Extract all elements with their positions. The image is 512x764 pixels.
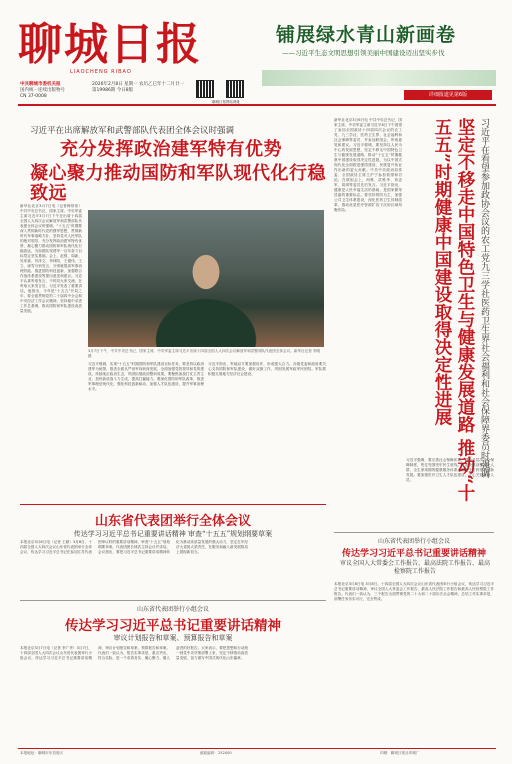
lead-headline-2[interactable]: 凝心聚力推动国防和军队现代化行稳致远 [30, 163, 326, 204]
qr-code-icon[interactable] [226, 80, 244, 98]
section-2-body: 本报北京3月8日电（记者 王颖）3月8日，十四届全国人大四次会议山东省代表团举行全体会议，传达学习习近平总书记在参加江苏代表团审议时的重要讲话精神，审查“十五五”规划纲要草案。代表团团长林武主持会议并讲话。会议指出，要把习近平总书记重要讲话精神转化为推动高质量发展的强大动力，坚定扛牢经济大省挑大梁责任，在服务和融入新发展格局上展现新担当。 [20, 540, 248, 554]
lead-headline-1[interactable]: 充分发挥政治建军特有优势 [60, 139, 282, 160]
cn-code: CN 37-0008 [20, 94, 47, 99]
lead-body: 新华社北京3月7日电（记者梅常伟）中共中央总书记、国家主席、中央军委主席习近平3月7日下午在出席十四届全国人大四次会议解放军和武警部队代表团全体会议时强调，“十五五”时期要深入贯彻新时代党的强军思想，贯彻新时代军事战略方针，坚持党对人民军队的绝对领导，充分发挥政治建军特有优势，凝心聚力推动国防和军队现代化行稳致远，为如期实现建军一百年奋斗目标奠定坚实基础。会上，赵强、周新、吴家斌、肖泽文、李林阳、王德伟、王立、唐雪分别发言，分别就提高军事治理效能、推进国防科技创新、加强联合作战体系建设等提出意见和建议。习近平认真听取发言，不时同大家交流。在听取大家发言后，习近平发表了重要讲话。他指出，今年是“十五五”开局之年，要全面贯彻党的二十届四中全会和中央经济工作会议精神，坚持稳中求进工作总基调，推动国防和军队建设高质量发展。 [20, 204, 82, 313]
section-2-title[interactable]: 山东省代表团举行全体会议 [94, 514, 251, 529]
masthead-divider [18, 104, 496, 106]
serial-code-label: 国内统一连续出版物号 [20, 88, 65, 93]
lead-photo[interactable] [88, 210, 324, 347]
section-divider [334, 532, 494, 533]
section-4-subtitle: 审议全国人大常委会工作报告、最高法院工作报告、最高检察院工作报告 [340, 560, 491, 575]
section-divider [20, 600, 326, 601]
masthead-pinyin: LIAOCHENG RIBAO [70, 69, 132, 75]
side-intro: 习近平在看望参加政协会议的农工党九三学社医药卫生界社会福利和社会保障界委员时强调 [479, 118, 489, 478]
lead-intro: 习近平在出席解放军和武警部队代表团全体会议时强调 [30, 126, 235, 136]
section-4-title[interactable]: 传达学习习近平总书记重要讲话精神 [341, 549, 486, 559]
side-body-2: 习近平强调，要完善社会保障体系，健全多层次社会保障制度，兜住兜准兜牢民生底线。要加快建设覆盖全人群、全生命周期的健康服务体系，推进中医药传承创新发展。要加强医疗卫生人才队伍建设，关心关爱医务人员。 [406, 458, 494, 482]
footer-postcode: 邮政编码：252000 [200, 751, 232, 755]
top-ad-subtitle: ——习近平生态文明思想引领美丽中国建设迈出坚实步伐 [282, 49, 445, 57]
publisher: 中共聊城市委机关报 [20, 82, 61, 87]
issue-date: 2026年2月8日 星期一 农历乙巳年十二月廿一 [92, 82, 185, 87]
section-4-body: 本报北京3月8日电 3月8日，十四届全国人大四次会议山东省代表团举行小组会议，传达学习习近平总书记重要讲话精神，审议全国人大常委会工作报告、最高人民法院工作报告和最高人民检察院工作报告。代表们一致认为，三个报告全面贯彻党的二十大和二十届历次全会精神，总结工作实事求是，部署任务务实可行，完全赞成。 [334, 582, 494, 601]
section-3-kicker: 山东省代表团举行小组会议 [136, 606, 209, 613]
lead-body-3: 习近平指出，军地双方要加强协作，形成强大合力。各级党委和政府要关心支持国防和军队建设，做好双拥工作，巩固发展军政军民团结。军队要积极支援地方经济社会建设。 [208, 362, 326, 376]
photo-caption: 3月7日下午，中共中央总书记、国家主席、中央军委主席习近平出席十四届全国人大四次会议解放军和武警部队代表团全体会议。新华社记者 李刚 摄 [88, 349, 321, 358]
footer-address: 本报地址：聊城市东昌府区 [20, 751, 64, 755]
lead-body-2: 习近平强调，实现“十五五”时期国防和军队建设目标任务，要坚持以政治建军为统领，推进全面从严治军向纵深发展，全面加强党的领导和党的建设，持续纯正政治生态，巩固拓展政治整训成果。要聚焦备战打仗主责主业，加快新质战斗力生成，提高打赢能力。要深化国防和军队改革，推进军事理论现代化，强化科技创新驱动，加强人才队伍建设，提升军事治理水平。 [88, 362, 204, 391]
website-label: 聊城日报网站网址 [212, 100, 240, 104]
footer-divider [18, 748, 496, 749]
footer-printer: 印刷：聊城日报社印刷厂 [380, 751, 420, 755]
top-ad-tag[interactable]: 详细报道见第6版 [404, 90, 492, 100]
section-2-subtitle: 传达学习习近平总书记重要讲话精神 审查“十五五”规划纲要草案 [73, 530, 273, 538]
side-body: 新华社北京3月6日电 中共中央总书记、国家主席、中央军委主席习近平6日下午看望了参加全国政协十四届四次会议的农工党、九三学社、医药卫生界、社会福利和社会保障界委员，并参加联组会，听取意见和建议。习近平强调，要坚持以人民为中心的发展思想，坚定不移走中国特色卫生与健康发展道路，推动“十五五”时期健康中国建设取得决定性进展，为以中国式现代化全面推进强国建设、民族复兴伟业作出新的更大贡献。中共中央政治局常委、全国政协主席王沪宁参加看望和讨论。在联组会上，何维、武维华、刘忠军、周琪等委员先后发言。习近平指出，健康是人民幸福生活的基础，是国家繁荣昌盛的重要标志。要坚持预防为主，加强公共卫生体系建设，深化医药卫生体制改革，推动优质医疗资源扩容下沉和区域均衡布局。 [334, 118, 402, 212]
top-ad-title[interactable]: 铺展绿水青山新画卷 [276, 24, 457, 46]
side-headline[interactable]: 坚定不移走中国特色卫生与健康发展道路 推动“十五五”时期健康中国建设取得决定性进展 [432, 118, 475, 502]
qr-code-icon[interactable] [196, 80, 214, 98]
issue-number: 第19986期 今日8版 [92, 88, 134, 93]
section-3-title[interactable]: 传达学习习近平总书记重要讲话精神 [65, 618, 281, 634]
section-3-subtitle: 审议计划报告和草案、预算报告和草案 [113, 634, 233, 642]
section-3-body: 本报北京3月7日电（记者 李广华）3月7日，十四届全国人大四次会议山东省代表团举行小组会议，传达学习习近平总书记重要讲话精神，审议计划报告和草案、预算报告和草案。代表们一致认为，报告实事求是、重点突出，符合实际，是一个求真务实、凝心聚力、催人奋进的好报告。大家表示，要把思想和行动统一到党中央决策部署上来，坚定不移推动高质量发展，奋力谱写中国式现代化山东篇章。 [20, 646, 248, 660]
top-ad-landscape [262, 70, 496, 86]
section-divider [20, 504, 326, 505]
issue-date-block [92, 82, 192, 94]
section-4-kicker: 山东省代表团举行小组会议 [377, 538, 450, 545]
masthead-title: 聊城日报 [18, 19, 202, 70]
